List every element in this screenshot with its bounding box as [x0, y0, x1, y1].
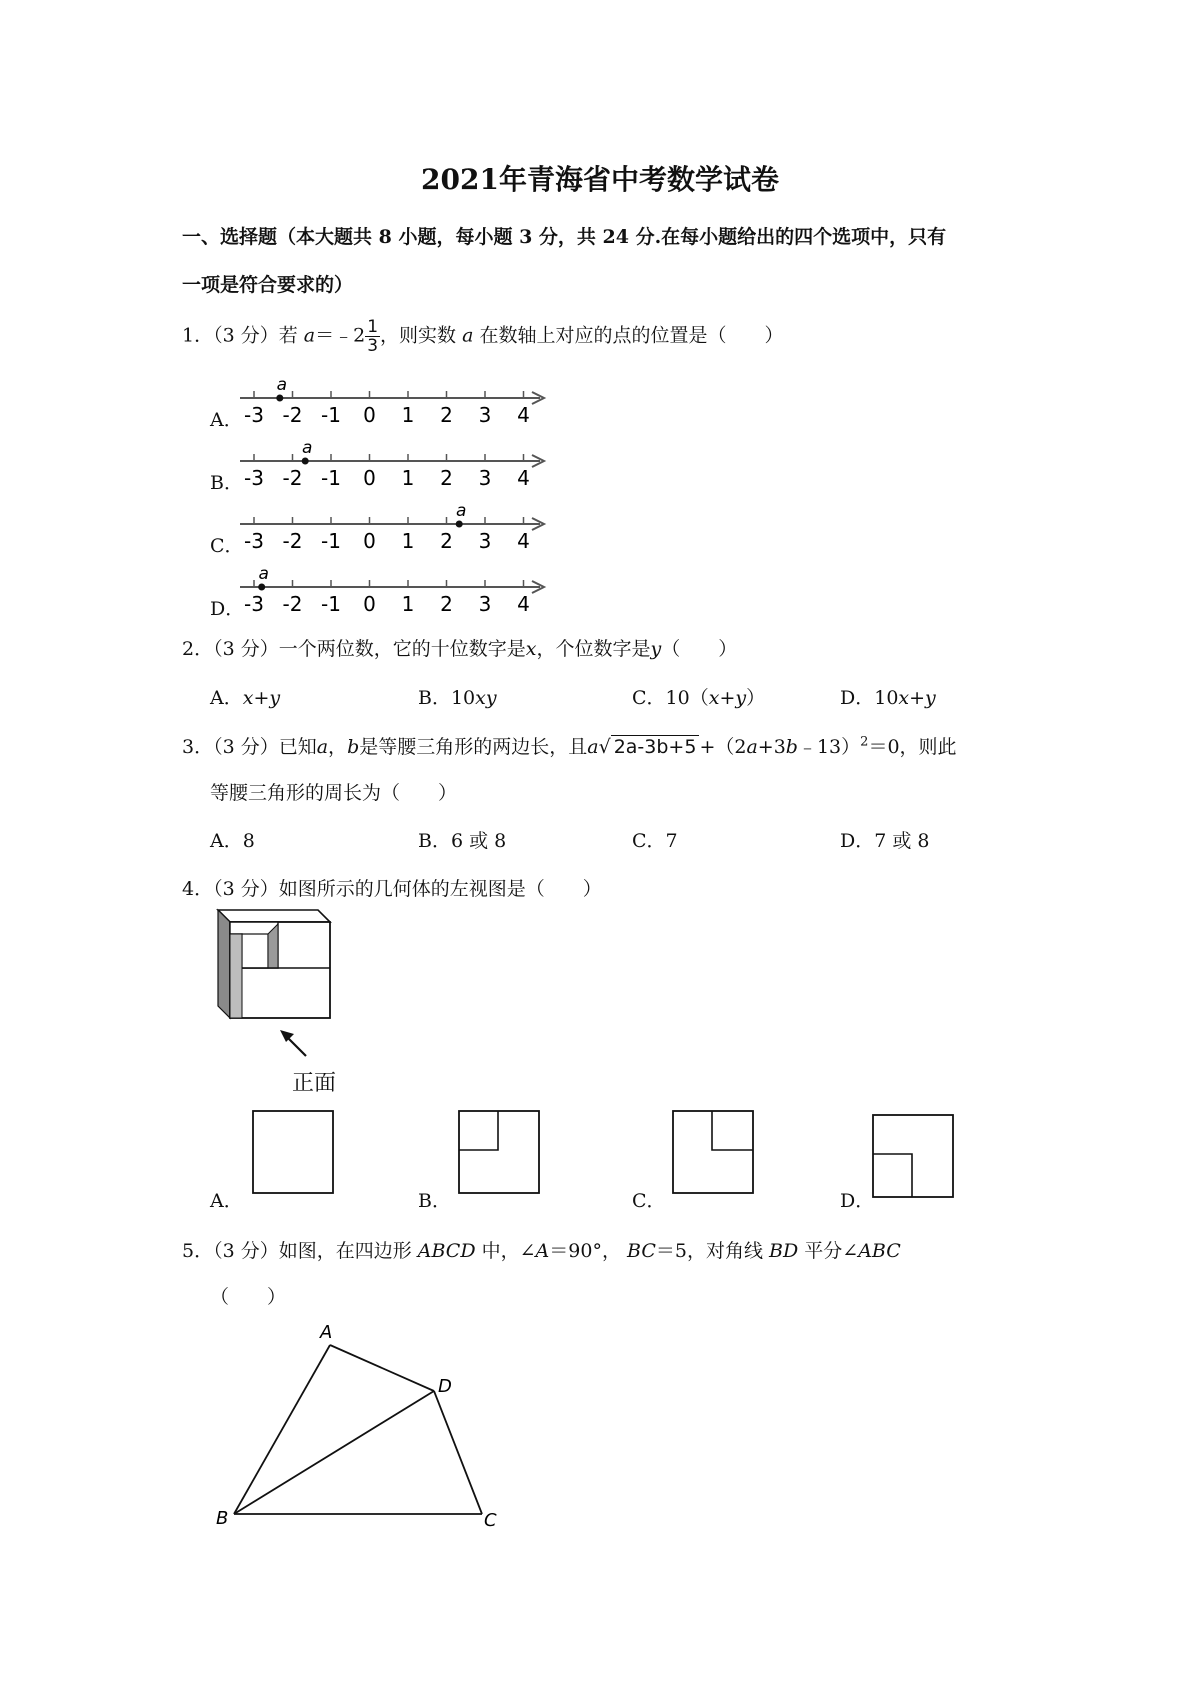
vertex-label-c: C — [484, 1510, 497, 1531]
q4-option-d-figure — [872, 1114, 956, 1200]
point-label: a — [455, 501, 467, 521]
q1-number-lines — [240, 366, 600, 626]
tick-label: 3 — [478, 403, 492, 427]
tick-label: -3 — [244, 529, 264, 553]
q1-option-b-label: B． — [210, 472, 243, 494]
tick-label: -2 — [282, 592, 303, 616]
page-title: 2021年青海省中考数学试卷 — [421, 163, 779, 196]
q5-quadrilateral-figure — [206, 1320, 516, 1536]
question-3-stem: 3．（3 分）已知a，b是等腰三角形的两边长，且a√ 2a-3b+5 +（2a+3b﹣13）$^2$＝0，则此 — [182, 734, 957, 758]
number-line-B — [240, 438, 544, 490]
q4-option-c-label: C． — [632, 1190, 666, 1212]
tick-label: -1 — [321, 403, 341, 427]
tick-label: -1 — [321, 592, 341, 616]
number-line-A — [240, 375, 544, 427]
tick-label: 0 — [363, 466, 376, 490]
tick-label: 4 — [517, 403, 530, 427]
q4-option-d-label: D． — [840, 1190, 875, 1212]
tick-label: 1 — [401, 529, 415, 553]
tick-label: 1 — [401, 466, 415, 490]
side-dc — [434, 1391, 482, 1514]
tick-label: 0 — [363, 592, 376, 616]
question-5-stem-line2: （ ） — [210, 1286, 287, 1308]
tick-label: -2 — [282, 466, 303, 490]
question-2-stem: 2．（3 分）一个两位数，它的十位数字是x，个位数字是y（ ） — [182, 638, 738, 660]
section-header-line2: 一项是符合要求的） — [182, 274, 354, 296]
q3-option-b: B．6 或 8 — [418, 830, 507, 852]
q4-option-a-label: A． — [210, 1190, 243, 1212]
question-1-stem: 1．（3 分）若 a＝﹣2 $\frac{1}{3}$ ，则实数 a 在数轴上对应的点的位置是（ ） — [182, 317, 784, 356]
side-ab — [234, 1345, 330, 1514]
q4-option-b-label: B． — [418, 1190, 451, 1212]
vertex-label-a: A — [320, 1322, 333, 1343]
tick-label: 4 — [517, 592, 530, 616]
square-root: √ 2a-3b+5 — [599, 735, 700, 758]
side-ad — [330, 1345, 434, 1391]
q1-option-d-label: D． — [210, 598, 245, 620]
point-a — [276, 395, 283, 402]
point-label: a — [301, 438, 313, 458]
tick-label: 3 — [478, 529, 492, 553]
tick-label: 4 — [517, 466, 530, 490]
point-label: a — [276, 375, 288, 395]
tick-label: 2 — [440, 403, 453, 427]
tick-label: -3 — [244, 403, 264, 427]
tick-label: 1 — [401, 592, 415, 616]
tick-label: -3 — [244, 592, 264, 616]
tick-label: -2 — [282, 403, 303, 427]
tick-label: 4 — [517, 529, 530, 553]
tick-label: 3 — [478, 592, 492, 616]
q4-option-b-figure — [458, 1110, 542, 1196]
tick-label: 3 — [478, 466, 492, 490]
q2-option-a: A．x+y — [210, 687, 281, 709]
number-line-D — [240, 564, 544, 616]
q4-option-a-figure — [252, 1110, 336, 1196]
tick-label: 0 — [363, 529, 376, 553]
point-a — [258, 584, 265, 591]
tick-label: 0 — [363, 403, 376, 427]
q4-option-c-figure — [672, 1110, 756, 1196]
number-line-C — [240, 501, 544, 553]
q3-option-a: A．8 — [210, 830, 255, 852]
q3-option-c: C．7 — [632, 830, 678, 852]
point-a — [302, 458, 309, 465]
q2-option-d: D．10x+y — [840, 687, 936, 709]
q1-option-c-label: C． — [210, 535, 244, 557]
q1-option-a-label: A． — [210, 409, 243, 431]
vertex-label-b: B — [216, 1508, 229, 1529]
q2-option-c: C．10（x+y） — [632, 687, 766, 709]
tick-label: -2 — [282, 529, 303, 553]
question-3-stem-line2: 等腰三角形的周长为（ ） — [210, 782, 458, 804]
question-4-stem: 4．（3 分）如图所示的几何体的左视图是（ ） — [182, 878, 602, 900]
diagonal-bd — [234, 1391, 434, 1514]
q3-option-d: D．7 或 8 — [840, 830, 930, 852]
tick-label: 2 — [440, 466, 453, 490]
tick-label: 2 — [440, 592, 453, 616]
point-label: a — [258, 564, 269, 584]
tick-label: 1 — [401, 403, 415, 427]
point-a — [456, 521, 463, 528]
front-view-label: 正面 — [292, 1071, 337, 1096]
section-header-line1: 一、选择题（本大题共 8 小题，每小题 3 分，共 24 分.在每小题给出的四个选项中，只有 — [182, 226, 947, 248]
tick-label: 2 — [440, 529, 453, 553]
vertex-label-d: D — [438, 1376, 452, 1397]
question-5-stem: 5．（3 分）如图，在四边形 ABCD 中，∠A＝90°， BC＝5，对角线 BD 平分∠ABC — [182, 1240, 901, 1262]
q2-option-b: B．10xy — [418, 687, 497, 709]
tick-label: -1 — [321, 529, 341, 553]
fraction: $\frac{1}{3}$ — [367, 317, 379, 356]
tick-label: -3 — [244, 466, 264, 490]
tick-label: -1 — [321, 466, 341, 490]
